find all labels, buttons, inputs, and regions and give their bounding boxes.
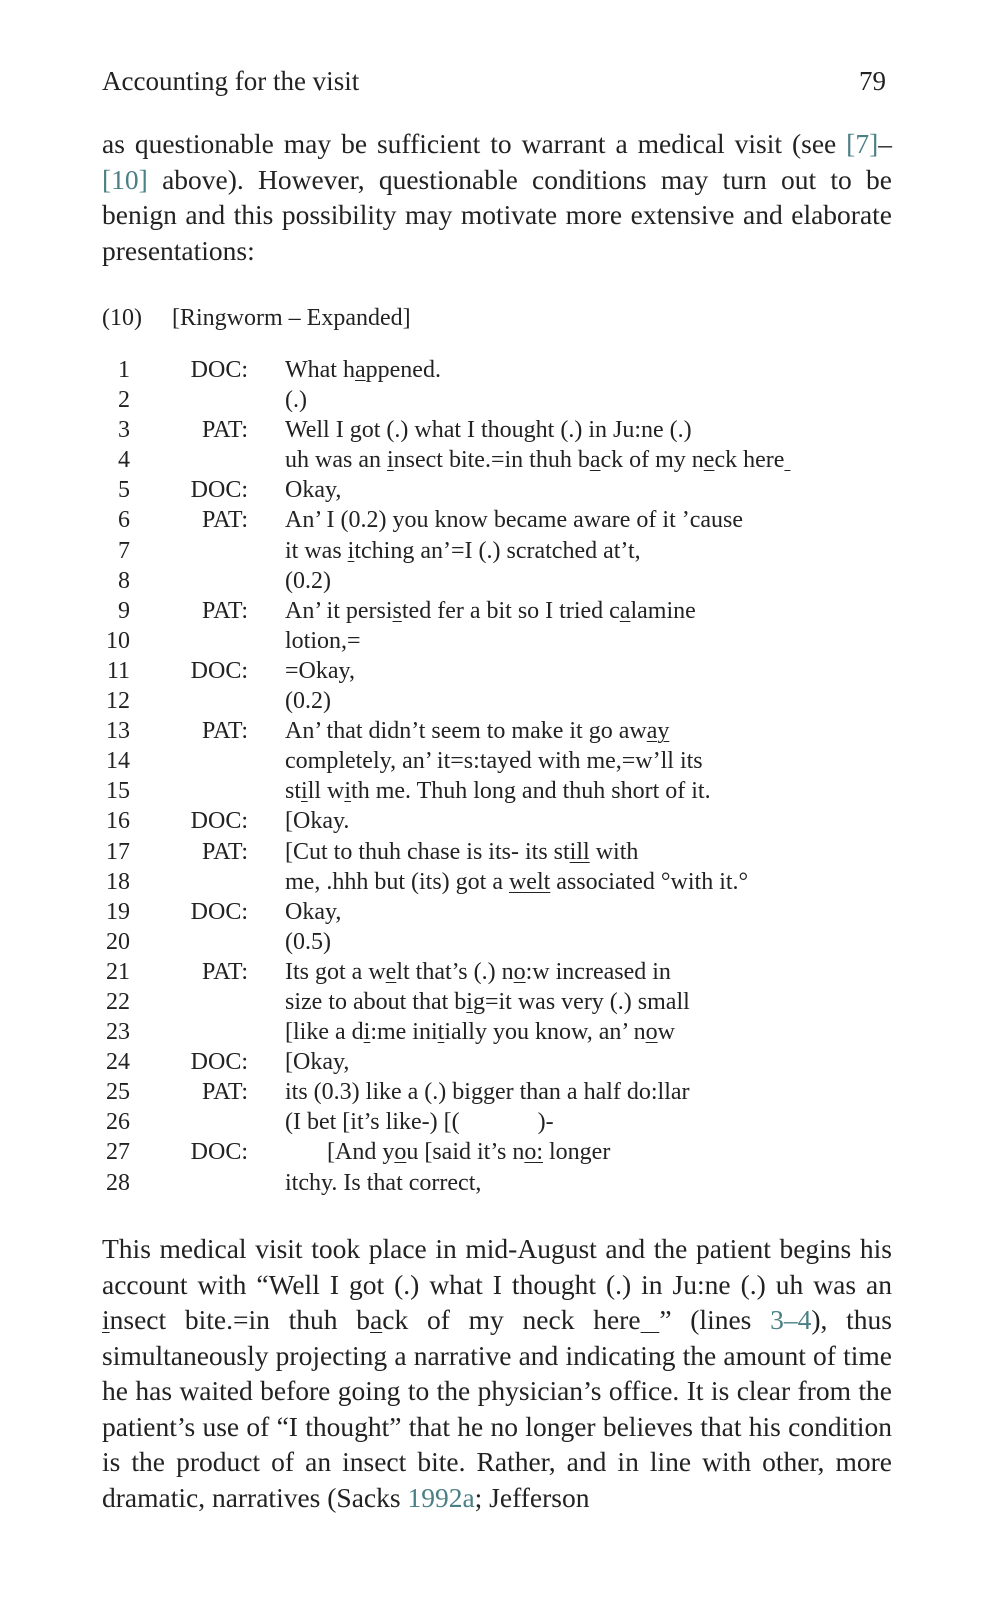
- line-number: 18: [106, 868, 130, 895]
- utterance: [285, 716, 669, 746]
- line-number: 11: [106, 657, 130, 684]
- line-number: 4: [118, 447, 130, 474]
- utterance: [285, 897, 341, 927]
- speaker-label: [130, 1017, 248, 1047]
- underlined-text: a: [619, 597, 631, 624]
- text-segment: lt that’s (.) n: [396, 958, 514, 985]
- underlined-text: [641, 1304, 660, 1335]
- underlined-text: e: [703, 447, 715, 474]
- line-number: 19: [106, 898, 130, 925]
- citation-link[interactable]: 3–4: [770, 1304, 812, 1335]
- line-number: 13: [106, 718, 130, 745]
- transcript: [102, 355, 790, 1198]
- line-number: 22: [106, 988, 130, 1015]
- underlined-text: ay: [646, 718, 670, 745]
- text-segment: nsect bite.=in thuh b: [109, 1304, 371, 1335]
- underlined-text: welt: [508, 868, 551, 895]
- speaker-label: PAT:: [202, 507, 248, 534]
- text-segment: –: [878, 128, 892, 159]
- transcript-line: [102, 475, 790, 505]
- speaker-label: [130, 626, 248, 656]
- line-number: 3: [118, 417, 130, 444]
- utterance: [285, 987, 690, 1017]
- transcript-line: [102, 987, 790, 1017]
- text-segment: ), thus simultaneously projecting a narrative and indicating the amount of time he has waited before going to the physician’s office. It is clear from the patient’s use of “I thought” that he no longer believes that his condition is the product of an insect bite. Rather, and in line with other, more dramatic, narratives (Sacks: [102, 1304, 893, 1513]
- text-segment: An’ I (0.2) you know became aware of it ’cause: [285, 507, 744, 534]
- text-segment: it was: [285, 537, 348, 564]
- transcript-line: [102, 566, 790, 596]
- text-segment: ppened.: [365, 357, 441, 383]
- speaker-label: PAT:: [202, 838, 248, 865]
- underlined-text: o: [645, 1019, 658, 1046]
- paragraph-analysis: [102, 1231, 892, 1515]
- utterance: [285, 596, 696, 626]
- underlined-text: t: [437, 1019, 445, 1046]
- line-number: 25: [106, 1079, 130, 1106]
- paragraph-intro: [102, 126, 892, 268]
- text-segment: (0.5): [285, 928, 331, 955]
- text-segment: me, .hhh but (its) got a: [285, 868, 509, 895]
- transcript-line: [102, 1107, 790, 1137]
- transcript-line: [102, 536, 790, 566]
- underlined-text: i: [301, 778, 308, 805]
- text-segment: (0.2): [285, 567, 331, 594]
- text-segment: (.): [285, 387, 307, 414]
- line-number: 28: [106, 1169, 130, 1196]
- text-segment: :w increased in: [525, 958, 671, 985]
- line-number: 21: [106, 958, 130, 985]
- underlined-text: i: [344, 778, 352, 805]
- speaker-label: [130, 686, 248, 716]
- utterance: [285, 475, 341, 505]
- line-number: 6: [118, 507, 130, 534]
- transcript-line: [102, 1047, 790, 1077]
- citation-link[interactable]: [7]: [846, 128, 879, 159]
- text-segment: uh was an: [285, 447, 387, 474]
- line-number: 12: [106, 688, 130, 715]
- utterance: [285, 776, 711, 806]
- underlined-text: i: [386, 447, 394, 474]
- utterance: [285, 957, 671, 987]
- transcript-line: [102, 686, 790, 716]
- line-number: 2: [118, 387, 130, 414]
- text-segment: What h: [285, 357, 355, 383]
- line-number: 10: [106, 627, 130, 654]
- underlined-text: o: [394, 1139, 407, 1166]
- utterance: [285, 505, 743, 535]
- transcript-line: [102, 1168, 790, 1198]
- text-segment: [Okay,: [285, 1049, 350, 1076]
- utterance: [285, 536, 641, 566]
- line-number: 24: [106, 1049, 130, 1076]
- speaker-label: DOC:: [190, 898, 248, 925]
- text-segment: size to about that b: [285, 988, 467, 1015]
- line-number: 7: [118, 537, 130, 564]
- line-number: 26: [106, 1109, 130, 1136]
- line-number: 14: [106, 748, 130, 775]
- line-number: 1: [118, 357, 130, 383]
- transcript-line: [102, 415, 790, 445]
- speaker-label: [130, 987, 248, 1017]
- text-segment: ” (lines: [659, 1304, 771, 1335]
- text-segment: Okay,: [285, 477, 342, 504]
- transcript-line: [102, 746, 790, 776]
- text-segment: longer: [543, 1139, 611, 1166]
- speaker-label: [130, 746, 248, 776]
- speaker-label: [130, 1168, 248, 1198]
- running-head-title: Accounting for the visit: [102, 66, 360, 96]
- transcript-line: [102, 596, 790, 626]
- line-number: 27: [106, 1139, 130, 1166]
- text-segment: Well I got (.) what I thought (.) in Ju:ne (.): [285, 417, 692, 444]
- speaker-label: [130, 927, 248, 957]
- speaker-label: [130, 776, 248, 806]
- text-segment: (I bet [it’s like-) [( )-: [285, 1109, 554, 1136]
- underlined-text: i: [102, 1304, 110, 1335]
- speaker-label: PAT:: [202, 597, 248, 624]
- text-segment: ck of my n: [600, 447, 704, 474]
- transcript-line: [102, 867, 790, 897]
- line-number: 8: [118, 567, 130, 594]
- line-number: 16: [106, 808, 130, 835]
- text-segment: [Cut to thuh chase is its- its st: [285, 838, 570, 865]
- utterance: [285, 1017, 675, 1047]
- transcript-line: [102, 776, 790, 806]
- text-segment: lotion,=: [285, 627, 361, 654]
- speaker-label: [130, 566, 248, 596]
- text-segment: :me ini: [370, 1019, 438, 1046]
- transcript-line: [102, 837, 790, 867]
- speaker-label: [130, 445, 248, 475]
- text-segment: lamine: [630, 597, 696, 624]
- line-number: 15: [106, 778, 130, 805]
- utterance: [285, 1137, 610, 1167]
- utterance: [285, 1047, 349, 1077]
- text-segment: w: [657, 1019, 675, 1046]
- speaker-label: [130, 536, 248, 566]
- page-number: 79: [859, 66, 886, 96]
- transcript-line: [102, 385, 790, 415]
- underlined-text: a: [589, 447, 601, 474]
- example-title: [Ringworm – Expanded]: [172, 305, 411, 331]
- speaker-label: DOC:: [190, 657, 248, 684]
- citation-link[interactable]: [10]: [102, 163, 148, 195]
- speaker-label: [130, 385, 248, 415]
- speaker-label: DOC:: [190, 477, 248, 504]
- text-segment: tching an’=I (.) scratched at’t,: [354, 537, 641, 564]
- underlined-text: s: [392, 597, 402, 624]
- text-segment: ll w: [307, 778, 345, 805]
- transcript-line: [102, 1077, 790, 1107]
- transcript-line: [102, 445, 790, 475]
- text-segment: Okay,: [285, 898, 342, 925]
- text-segment: =Okay,: [285, 657, 355, 684]
- text-segment: (0.2): [285, 688, 331, 715]
- utterance: [285, 566, 331, 596]
- transcript-line: [102, 1017, 790, 1047]
- utterance: [285, 837, 638, 867]
- utterance: [285, 355, 441, 385]
- underlined-text: ill: [569, 838, 590, 865]
- transcript-line: [102, 806, 790, 836]
- underlined-text: a: [370, 1304, 383, 1335]
- text-segment: This medical visit took place in mid-August and the patient begins his account with “Well I got (.) what I thought (.) in Ju:ne (.) uh was an: [102, 1233, 892, 1300]
- text-segment: its (0.3) like a (.) bigger than a half do:llar: [285, 1079, 690, 1106]
- text-segment: nsect bite.=in thuh b: [393, 447, 590, 474]
- underlined-text: e: [385, 958, 397, 985]
- speaker-label: DOC:: [190, 357, 248, 383]
- line-number: 23: [106, 1019, 130, 1046]
- text-segment: with: [589, 838, 639, 865]
- transcript-line: [102, 927, 790, 957]
- text-segment: u [said it’s n: [406, 1139, 525, 1166]
- utterance: [285, 686, 331, 716]
- speaker-label: PAT:: [202, 718, 248, 745]
- utterance: [285, 656, 355, 686]
- transcript-line: [102, 355, 790, 385]
- underlined-text: a: [354, 357, 366, 383]
- speaker-label: PAT:: [202, 417, 248, 444]
- text-segment: [like a d: [285, 1019, 364, 1046]
- text-segment: th me. Thuh long and thuh short of it.: [351, 778, 711, 805]
- utterance: [285, 1077, 690, 1107]
- transcript-line: [102, 505, 790, 535]
- example-heading: [102, 302, 411, 334]
- text-segment: [And y: [285, 1139, 395, 1166]
- utterance: [285, 867, 748, 897]
- running-head: [102, 64, 886, 98]
- text-segment: [Okay.: [285, 808, 350, 835]
- transcript-line: [102, 897, 790, 927]
- underlined-text: i: [466, 988, 473, 1015]
- utterance: [285, 385, 307, 415]
- underlined-text: o:: [524, 1139, 543, 1166]
- line-number: 17: [106, 838, 130, 865]
- text-segment: above). However, questionable conditions may turn out to be benign and this possibility may motivate more extensive and elaborate presentations:: [102, 163, 892, 266]
- speaker-label: [130, 867, 248, 897]
- citation-link[interactable]: 1992a: [407, 1481, 475, 1513]
- example-number: (10): [102, 305, 142, 331]
- underlined-text: o: [513, 958, 526, 985]
- transcript-line: [102, 656, 790, 686]
- text-segment: st: [285, 778, 302, 805]
- transcript-line: [102, 957, 790, 987]
- transcript-line: [102, 716, 790, 746]
- speaker-label: DOC:: [190, 808, 248, 835]
- text-segment: completely, an’ it=s:tayed with me,=w’ll its: [285, 748, 703, 775]
- text-segment: An’ it persi: [285, 597, 393, 624]
- transcript-line: [102, 626, 790, 656]
- text-segment: ially you know, an’ n: [444, 1019, 646, 1046]
- text-segment: ck here: [714, 447, 785, 474]
- utterance: [285, 806, 349, 836]
- text-segment: as questionable may be sufficient to warrant a medical visit (see: [102, 128, 847, 159]
- line-number: 20: [106, 928, 130, 955]
- speaker-label: DOC:: [190, 1049, 248, 1076]
- speaker-label: PAT:: [202, 1079, 248, 1106]
- text-segment: ted fer a bit so I tried c: [401, 597, 620, 624]
- utterance: [285, 626, 361, 656]
- utterance: [285, 927, 331, 957]
- utterance: [285, 445, 790, 475]
- text-segment: itchy. Is that correct,: [285, 1169, 482, 1196]
- speaker-label: DOC:: [190, 1139, 248, 1166]
- utterance: [285, 1107, 554, 1137]
- text-segment: An’ that didn’t seem to make it go aw: [285, 718, 647, 745]
- speaker-label: PAT:: [202, 958, 248, 985]
- text-segment: associated °with it.°: [550, 868, 749, 895]
- text-segment: ck of my neck here: [382, 1304, 641, 1335]
- utterance: [285, 746, 703, 776]
- underlined-text: i: [347, 537, 355, 564]
- utterance: [285, 415, 692, 445]
- line-number: 9: [118, 597, 130, 624]
- text-segment: g=it was very (.) small: [472, 988, 690, 1015]
- text-segment: Its got a w: [285, 958, 386, 985]
- transcript-line: [102, 1137, 790, 1167]
- underlined-text: i: [363, 1019, 371, 1046]
- utterance: [285, 1168, 481, 1198]
- speaker-label: [130, 1107, 248, 1137]
- line-number: 5: [118, 477, 130, 504]
- underlined-text: [784, 447, 790, 473]
- text-segment: ; Jefferson: [474, 1481, 590, 1513]
